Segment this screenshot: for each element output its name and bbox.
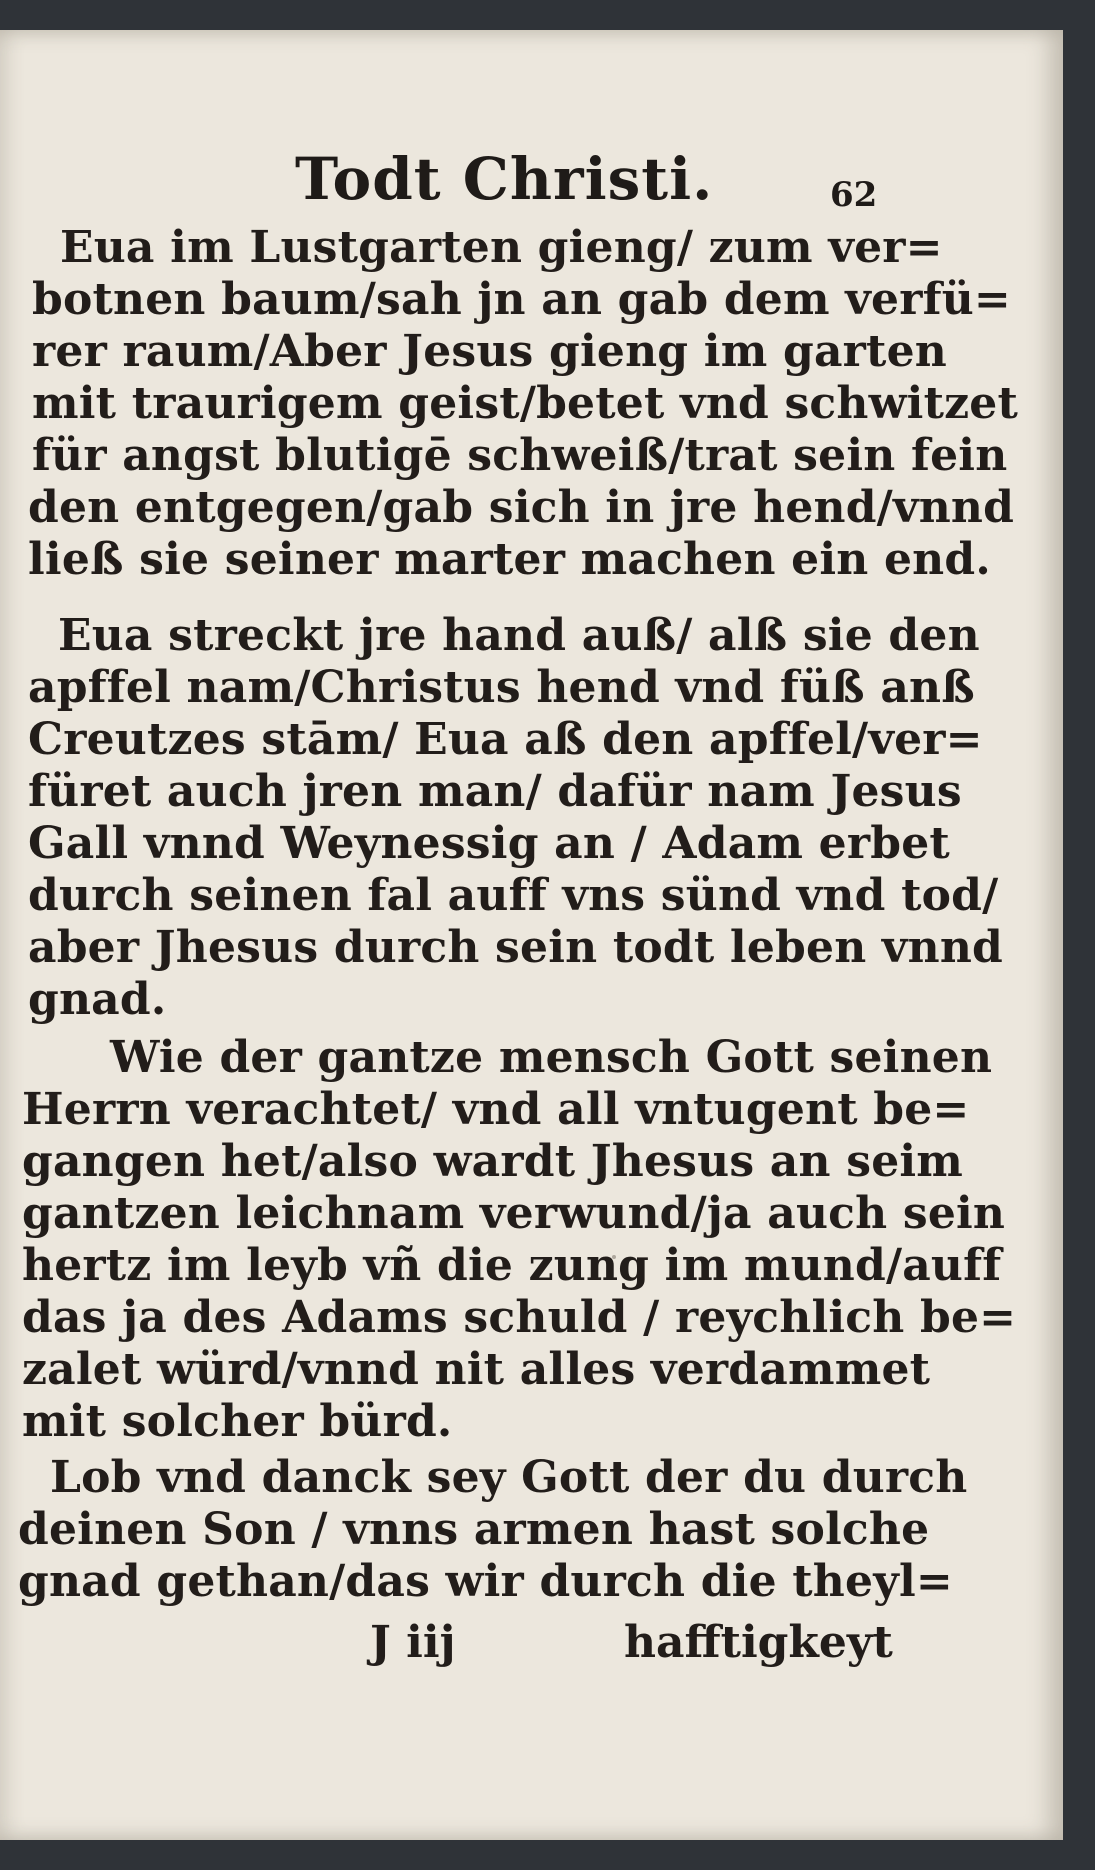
text-line: Wie der gantze mensch Gott seinen [110,1032,993,1083]
text-line: füret auch jren man/ dafür nam Jesus [28,766,962,817]
text-line: Herrn verachtet/ vnd all vntugent be= [22,1084,970,1135]
catchword: hafftigkeyt [624,1617,893,1668]
text-line: das ja des Adams schuld / reychlich be= [22,1292,1017,1343]
text-line: mit traurigem geist/betet vnd schwitzet [32,378,1019,429]
text-line: rer raum/Aber Jesus gieng im garten [32,326,947,377]
text-line: botnen baum/sah jn an gab dem verfü= [32,274,1011,325]
book-page [0,30,1063,1840]
text-line: Eua im Lustgarten gieng/ zum ver= [60,222,943,273]
text-line: mit solcher bürd. [22,1396,453,1447]
paper-speck [920,1535,923,1538]
text-line: deinen Son / vnns armen hast solche [18,1504,930,1555]
scan-background [0,1840,1095,1870]
text-line: apffel nam/Christus hend vnd füß anß [28,662,975,713]
text-line: den entgegen/gab sich in jre hend/vnnd [28,482,1015,533]
signature-mark: J iij [370,1617,456,1668]
text-line: ließ sie seiner marter machen ein end. [28,534,991,585]
text-line: aber Jhesus durch sein todt leben vnnd [28,922,1004,973]
text-line: Lob vnd danck sey Gott der du durch [50,1452,968,1503]
text-line: gangen het/also wardt Jhesus an seim [22,1136,964,1187]
page-number: 62 [830,175,878,215]
paper-speck [612,1255,616,1259]
text-line: Eua streckt jre hand auß/ alß sie den [58,610,980,661]
text-line: durch seinen fal auff vns sünd vnd tod/ [28,870,999,921]
text-line: gnad. [28,974,167,1025]
text-line: Creutzes stām/ Eua aß den apffel/ver= [28,714,983,765]
text-line: für angst blutigē schweiß/trat sein fein [32,430,1008,481]
text-line: Gall vnnd Weynessig an / Adam erbet [28,818,950,869]
text-line: hertz im leyb vñ die zung im mund/auff [22,1240,1002,1291]
text-line: gantzen leichnam verwund/ja auch sein [22,1188,1006,1239]
text-line: gnad gethan/das wir durch die theyl= [18,1556,953,1607]
running-head: Todt Christi. [295,145,714,213]
text-line: zalet würd/vnnd nit alles verdammet [22,1344,931,1395]
